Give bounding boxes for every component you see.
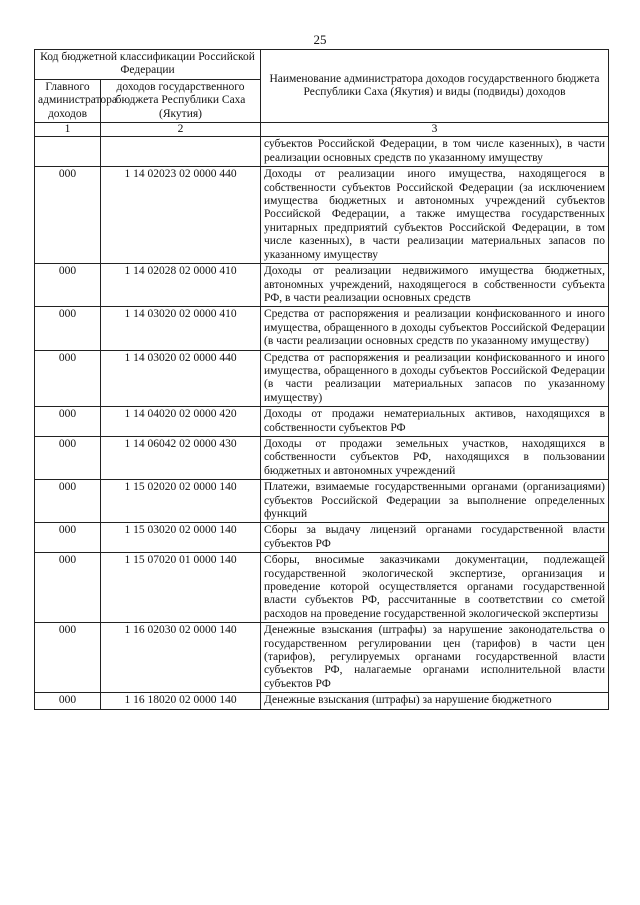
admin-code-cell: 000 [35,350,101,407]
revenue-code-cell [101,137,261,167]
revenue-name-cell: Средства от распоряжения и реализации конфискованного и иного имущества, обращенного в доходы субъектов Российской Федерации (в части реализации основных средств по указанному имуществу) [261,307,609,350]
revenue-code-cell: 1 16 02030 02 0000 140 [101,623,261,693]
admin-code-cell: 000 [35,523,101,553]
header-classification-code: Код бюджетной классификации Российской Федерации [35,50,261,80]
revenue-name-cell: Доходы от реализации недвижимого имущества бюджетных, автономных учреждений, находящегося в собственности субъекта РФ, в части реализации основных средств [261,264,609,307]
revenue-name-cell: Доходы от реализации иного имущества, находящегося в собственности субъектов Российской Федерации (за исключением имущества бюджетных и автономных учреждений субъектов Российской Федерации, а также имущества государственных унитарных предприятий субъектов Российской Федерации, в том числе казенных), в части реализации материальных запасов по указанному имуществу [261,167,609,264]
revenue-name-cell: Доходы от продажи земельных участков, находящихся в собственности субъектов РФ, находящихся в пользовании бюджетных и автономных учреждений [261,436,609,479]
revenue-code-cell: 1 14 03020 02 0000 410 [101,307,261,350]
revenue-name-cell: Денежные взыскания (штрафы) за нарушение бюджетного [261,693,609,709]
table-row [35,553,609,623]
page-number: 25 [313,32,327,47]
revenue-code-cell: 1 14 03020 02 0000 440 [101,350,261,407]
admin-code-cell: 000 [35,436,101,479]
revenue-code-cell: 1 14 06042 02 0000 430 [101,436,261,479]
admin-code-cell: 000 [35,623,101,693]
table-row [35,167,609,264]
revenue-code-cell: 1 15 03020 02 0000 140 [101,523,261,553]
revenue-name-cell: Сборы за выдачу лицензий органами государственной власти субъектов РФ [261,523,609,553]
table-row [35,436,609,479]
column-number-3: 3 [261,123,609,137]
header-administrator-name: Наименование администратора доходов государственного бюджета Республики Саха (Якутия) и виды (подвиды) доходов [261,50,609,123]
admin-code-cell: 000 [35,693,101,709]
revenue-code-cell: 1 14 04020 02 0000 420 [101,407,261,437]
table-row [35,307,609,350]
admin-code-cell: 000 [35,307,101,350]
budget-classification-table [34,49,609,710]
revenue-name-cell: Платежи, взимаемые государственными органами (организациями) субъектов Российской Федерации за выполнение определенных функций [261,480,609,523]
revenue-name-cell: Денежные взыскания (штрафы) за нарушение законодательства о государственном регулировании цен (тарифов) в части цен (тарифов), регулируемых органами государственной власти субъектов РФ, налагаемые органами исполнительной власти субъектов РФ [261,623,609,693]
table-row [35,264,609,307]
revenue-name-cell: Сборы, вносимые заказчиками документации, подлежащей государственной экологической экспертизе, организация и проведение которой осуществляется органами государственной власти субъектов РФ, рассчитанные в соответствии со сметой расходов на проведение государственной экологической экспертизы [261,553,609,623]
table-row [35,480,609,523]
table-row [35,350,609,407]
column-number-2: 2 [101,123,261,137]
table-row [35,523,609,553]
revenue-code-cell: 1 14 02023 02 0000 440 [101,167,261,264]
admin-code-cell: 000 [35,553,101,623]
admin-code-cell: 000 [35,167,101,264]
revenue-code-cell: 1 15 07020 01 0000 140 [101,553,261,623]
table-row [35,623,609,693]
admin-code-cell: 000 [35,480,101,523]
header-revenue-code: доходов государственного бюджета Республики Саха (Якутия) [101,79,261,122]
table-row [35,407,609,437]
table-row [35,137,609,167]
revenue-code-cell: 1 14 02028 02 0000 410 [101,264,261,307]
revenue-name-cell: субъектов Российской Федерации, в том числе казенных), в части реализации основных средств по указанному имуществу [261,137,609,167]
table-row [35,693,609,709]
revenue-name-cell: Доходы от продажи нематериальных активов, находящихся в собственности субъектов РФ [261,407,609,437]
admin-code-cell: 000 [35,264,101,307]
revenue-code-cell: 1 15 02020 02 0000 140 [101,480,261,523]
revenue-code-cell: 1 16 18020 02 0000 140 [101,693,261,709]
admin-code-cell [35,137,101,167]
admin-code-cell: 000 [35,407,101,437]
header-main-administrator: Главного администратора доходов [35,79,101,122]
column-number-1: 1 [35,123,101,137]
revenue-name-cell: Средства от распоряжения и реализации конфискованного и иного имущества, обращенного в доходы субъектов Российской Федерации (в части реализации материальных запасов по указанному имуществу) [261,350,609,407]
